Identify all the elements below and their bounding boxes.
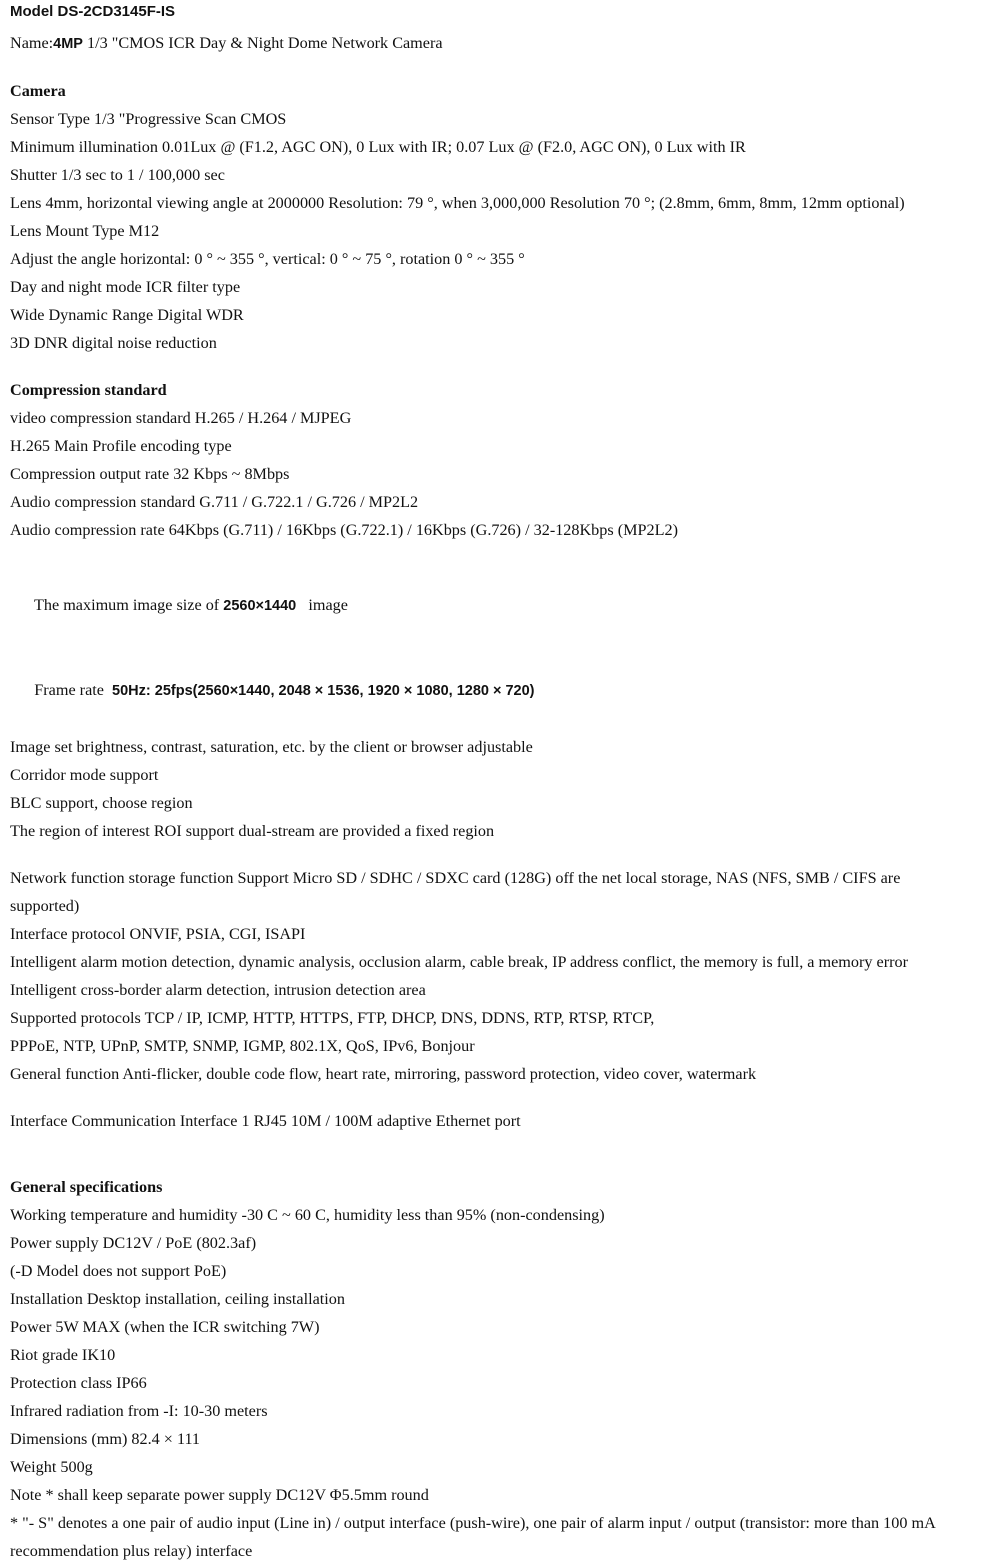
spec-line: * "- S" denotes a one pair of audio input (Line in) / output interface (push-wire), one pair of alarm input / output (transistor: more than 100 mA recommendation plus relay) interface (10, 1514, 935, 1560)
spec-line: Dimensions (mm) 82.4 × 111 (10, 1430, 201, 1448)
spec-line: Installation Desktop installation, ceiling installation (10, 1290, 345, 1308)
spec-line: Compression output rate 32 Kbps ~ 8Mbps (10, 465, 290, 483)
spec-line: Protection class IP66 (10, 1374, 147, 1392)
spec-line: (-D Model does not support PoE) (10, 1262, 227, 1280)
spec-line: Corridor mode support (10, 766, 159, 784)
compression-heading: Compression standard (10, 381, 167, 399)
name-description: 1/3 "CMOS ICR Day & Night Dome Network Camera (82, 34, 443, 52)
spec-line: Note * shall keep separate power supply DC12V Φ5.5mm round (10, 1486, 429, 1504)
interface-section (10, 1107, 970, 1135)
spec-line: Sensor Type 1/3 "Progressive Scan CMOS (10, 110, 287, 128)
spec-line: BLC support, choose region (10, 794, 193, 812)
spec-line: The region of interest ROI support dual-stream are provided a fixed region (10, 822, 495, 840)
frame-rate-label: Frame rate (34, 681, 113, 699)
spec-line: Riot grade IK10 (10, 1346, 116, 1364)
spec-line: Intelligent cross-border alarm detection, intrusion detection area (10, 981, 426, 999)
product-name (10, 29, 970, 58)
spec-line: H.265 Main Profile encoding type (10, 437, 232, 455)
spec-line: Interface protocol ONVIF, PSIA, CGI, ISAPI (10, 925, 306, 943)
camera-heading: Camera (10, 82, 66, 100)
general-section (10, 1173, 970, 1565)
spec-sheet (10, 0, 970, 1565)
spec-line: Shutter 1/3 sec to 1 / 100,000 sec (10, 166, 225, 184)
network-section (10, 864, 970, 1088)
spec-line: Working temperature and humidity -30 C ~ 60 C, humidity less than 95% (non-condensing) (10, 1206, 605, 1224)
spec-line: Lens Mount Type M12 (10, 222, 160, 240)
max-image-size-suffix: image (296, 596, 348, 614)
image-section (10, 563, 970, 845)
spec-line: Lens 4mm, horizontal viewing angle at 2000000 Resolution: 79 °, when 3,000,000 Resolution 70 °; (2.8mm, 6mm, 8mm, 12mm optional) (10, 194, 905, 212)
spec-line: video compression standard H.265 / H.264 / MJPEG (10, 409, 352, 427)
spec-line: Day and night mode ICR filter type (10, 278, 241, 296)
general-heading: General specifications (10, 1178, 163, 1196)
spec-line: 3D DNR digital noise reduction (10, 334, 217, 352)
frame-rate (10, 648, 970, 733)
spec-line: General function Anti-flicker, double code flow, heart rate, mirroring, password protection, video cover, watermark (10, 1065, 757, 1083)
frame-rate-value: 50Hz: 25fps(2560×1440, 2048 × 1536, 1920 × 1080, 1280 × 720) (112, 683, 535, 699)
compression-section (10, 376, 970, 544)
spec-line: Audio compression rate 64Kbps (G.711) / 16Kbps (G.722.1) / 16Kbps (G.726) / 32-128Kbps (MP2L2) (10, 521, 678, 539)
spec-line: Audio compression standard G.711 / G.722.1 / G.726 / MP2L2 (10, 493, 419, 511)
spec-line: Intelligent alarm motion detection, dynamic analysis, occlusion alarm, cable break, IP address conflict, the memory is full, a memory error (10, 953, 908, 971)
max-image-size-label: The maximum image size of (34, 596, 224, 614)
spec-line: Weight 500g (10, 1458, 93, 1476)
spec-line: Adjust the angle horizontal: 0 ° ~ 355 °, vertical: 0 ° ~ 75 °, rotation 0 ° ~ 355 ° (10, 250, 525, 268)
camera-section (10, 77, 970, 357)
spec-line: Minimum illumination 0.01Lux @ (F1.2, AGC ON), 0 Lux with IR; 0.07 Lux @ (F2.0, AGC ON), 0 Lux with IR (10, 138, 746, 156)
spec-line: Power supply DC12V / PoE (802.3af) (10, 1234, 257, 1252)
max-image-size (10, 563, 970, 648)
name-label: Name: (10, 34, 54, 52)
spec-line: Image set brightness, contrast, saturation, etc. by the client or browser adjustable (10, 738, 533, 756)
spec-line: Supported protocols TCP / IP, ICMP, HTTP, HTTPS, FTP, DHCP, DNS, DDNS, RTP, RTSP, RTCP, (10, 1009, 655, 1027)
spec-line: Power 5W MAX (when the ICR switching 7W) (10, 1318, 320, 1336)
max-image-size-value: 2560×1440 (223, 598, 297, 614)
name-resolution: 4MP (53, 36, 83, 52)
spec-line: Infrared radiation from -I: 10-30 meters (10, 1402, 268, 1420)
spec-line: Interface Communication Interface 1 RJ45 10M / 100M adaptive Ethernet port (10, 1112, 521, 1130)
spec-line: PPPoE, NTP, UPnP, SMTP, SNMP, IGMP, 802.1X, QoS, IPv6, Bonjour (10, 1037, 475, 1055)
spec-line: Network function storage function Support Micro SD / SDHC / SDXC card (128G) off the net local storage, NAS (NFS, SMB / CIFS are supported) (10, 869, 901, 915)
spec-line: Wide Dynamic Range Digital WDR (10, 306, 244, 324)
model-title: Model DS-2CD3145F-IS (10, 3, 176, 20)
